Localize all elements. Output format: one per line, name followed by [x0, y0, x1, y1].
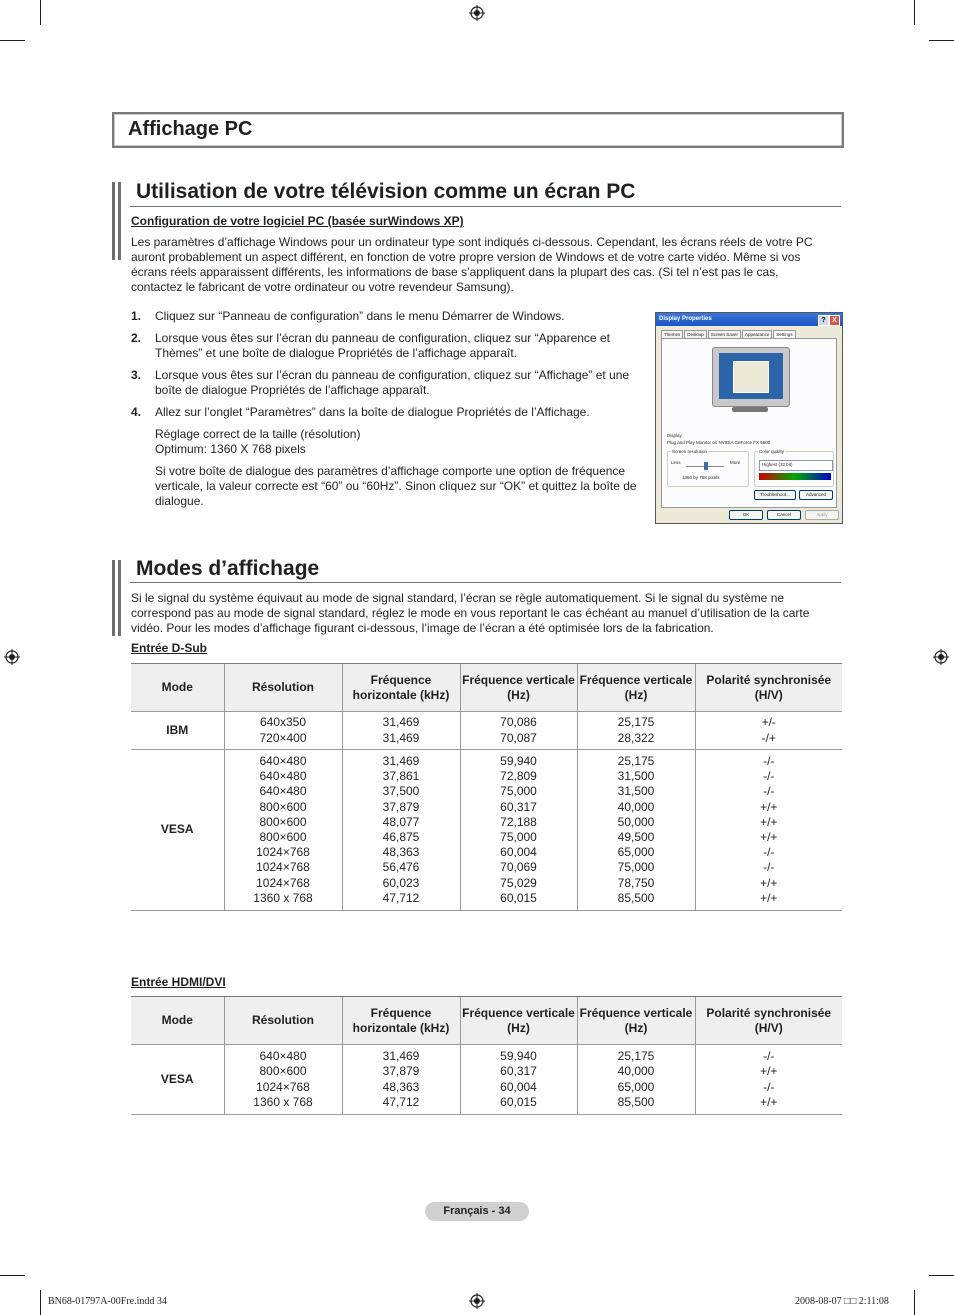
section-title-modes: Modes d’affichage [136, 557, 320, 580]
apply-button[interactable]: Apply [805, 510, 839, 520]
section-bar [112, 560, 115, 636]
section-bar [118, 560, 121, 636]
polarity-cell: +/- -/+ [695, 712, 842, 750]
slider-handle[interactable] [704, 462, 708, 470]
table-row [131, 750, 842, 911]
header-hfreq: Fréquence horizontale (kHz) [342, 664, 460, 712]
color-quality-group: Color quality Highest (32 bit) [754, 451, 834, 487]
polarity-cell: -/- -/- -/- +/+ +/+ +/+ -/- -/- +/+ +/+ [695, 750, 842, 911]
file-slug: BN68-01797A-00Fre.indd 34 [48, 1296, 167, 1307]
header-polarity: Polarité synchronisée (H/V) [695, 997, 842, 1045]
display-properties-dialog [655, 312, 843, 524]
frequency-note: Si votre boîte de dialogue des paramètres d’affichage comporte une option de fréquence verticale, la valeur correcte est “60” ou “60Hz”. Sinon cliquez sur “OK” et quittez la boîte de dialogue. [155, 464, 637, 508]
header-mode: Mode [131, 997, 224, 1045]
tab-settings[interactable]: Settings [773, 330, 795, 339]
list-item: 2. Lorsque vous êtes sur l’écran du panneau de configuration, cliquez sur “Apparence et Thèmes” et une boîte de dialogue Propriétés de l’affichage apparaît. [131, 331, 610, 360]
close-icon[interactable]: X [829, 315, 840, 326]
section-divider [130, 582, 841, 583]
vfreq2-cell: 25,175 31,500 31,500 40,000 50,000 49,500 65,000 75,000 78,750 85,500 [577, 750, 695, 911]
section-title-pc: Utilisation de votre télévision comme un écran PC [136, 180, 636, 203]
hdmi-label: Entrée HDMI/DVI [131, 975, 226, 989]
crop-mark [929, 40, 954, 41]
resolution-cell: 640×480 640×480 640×480 800×600 800×600 800×600 1024×768 1024×768 1024×768 1360 x 768 [224, 750, 342, 911]
crop-mark [40, 0, 41, 25]
dialog-titlebar: Display Properties ? X [656, 313, 842, 326]
mode-cell: IBM [166, 722, 189, 737]
crop-mark [914, 1290, 915, 1315]
crop-mark [0, 40, 25, 41]
page-title-box [112, 112, 844, 148]
tab-themes[interactable]: Themes [661, 330, 683, 339]
config-intro: Les paramètres d’affichage Windows pour un ordinateur type sont indiqués ci-dessous. Cependant, les écrans réels de votre PC auront probablement un aspect différent, en fonction de votre propre version de Windows et de votre carte vidéo. Même si vos écrans réels apparaissent différents, les informations de base s’appliquent dans la plupart des cas. (Si tel n’est pas le cas, contactez le fabricant de votre ordinateur ou votre revendeur Samsung). [131, 235, 813, 294]
mode-cell: VESA [160, 1071, 194, 1086]
header-resolution: Résolution [224, 997, 342, 1045]
resolution-note: Réglage correct de la taille (résolution) Optimum: 1360 X 768 pixels [155, 427, 361, 456]
tab-appearance[interactable]: Appearance [742, 330, 772, 339]
table-row [131, 1045, 842, 1115]
vfreq-cell: 59,940 60,317 60,004 60,015 [460, 1045, 577, 1115]
monitor-icon [712, 347, 790, 407]
vfreq2-cell: 25,175 28,322 [577, 712, 695, 750]
registration-mark-icon [469, 1293, 485, 1309]
crop-mark [914, 0, 915, 25]
troubleshoot-button[interactable]: Troubleshoot... [754, 490, 796, 500]
polarity-cell: -/- +/+ -/- +/+ [695, 1045, 842, 1115]
section-bar [112, 182, 115, 260]
resolution-cell: 640x350 720×400 [224, 712, 342, 750]
display-label: Display: [667, 433, 684, 438]
hdmi-table [131, 996, 842, 1115]
hfreq-cell: 31,469 37,879 48,363 47,712 [342, 1045, 460, 1115]
ok-button[interactable]: OK [729, 510, 763, 520]
table-row [131, 712, 842, 750]
list-item: 3. Lorsque vous êtes sur l’écran du panneau de configuration, cliquez sur “Affichage” et une boîte de dialogue Propriétés de l’affichage apparaît. [131, 368, 630, 397]
advanced-button[interactable]: Advanced [799, 490, 833, 500]
header-vfreq2: Fréquence verticale (Hz) [577, 664, 695, 712]
monitor-stand [732, 407, 768, 412]
color-bar [759, 473, 831, 480]
vfreq-cell: 70,086 70,087 [460, 712, 577, 750]
header-vfreq2: Fréquence verticale (Hz) [577, 997, 695, 1045]
header-polarity: Polarité synchronisée (H/V) [695, 664, 842, 712]
crop-mark [929, 1275, 954, 1276]
header-vfreq: Fréquence verticale (Hz) [460, 664, 577, 712]
display-value: Plug and Play Monitor on NVIDIA GeForce FX 5600 [667, 440, 771, 445]
hfreq-cell: 31,469 31,469 [342, 712, 460, 750]
header-vfreq: Fréquence verticale (Hz) [460, 997, 577, 1045]
screen-resolution-group: Screen resolution Less More 1360 by 768 pixels [667, 451, 749, 487]
dsub-table [131, 663, 842, 911]
help-icon[interactable]: ? [818, 315, 829, 326]
header-hfreq: Fréquence horizontale (kHz) [342, 997, 460, 1045]
registration-mark-icon [4, 649, 20, 665]
registration-mark-icon [933, 649, 949, 665]
section-divider [130, 206, 841, 207]
tab-screen-saver[interactable]: Screen Saver [708, 330, 741, 339]
header-mode: Mode [131, 664, 224, 712]
color-quality-select[interactable]: Highest (32 bit) [759, 460, 833, 471]
section-bar [118, 182, 121, 260]
modes-intro: Si le signal du système équivaut au mode de signal standard, l’écran se règle automatiquement. Si le signal du système ne correspond pas au mode de signal standard, réglez le mode en vous reportant le cas échéant au manuel d’utilisation de la carte vidéo. Pour les modes d’affichage figurant ci-dessous, l’image de l’écran a été optimisée lors de la fabrication. [131, 591, 810, 635]
settings-panel [661, 338, 837, 508]
page-number: Français - 34 [425, 1202, 529, 1221]
resolution-cell: 640×480 800×600 1024×768 1360 x 768 [224, 1045, 342, 1115]
tab-desktop[interactable]: Desktop [684, 330, 707, 339]
list-item: 4. Allez sur l’onglet “Paramètres” dans la boîte de dialogue Propriétés de l’Affichage. [131, 405, 590, 419]
mode-cell: VESA [160, 822, 194, 837]
page-title: Affichage PC [128, 118, 253, 140]
steps-list [131, 309, 643, 516]
crop-mark [0, 1275, 25, 1276]
date-slug: 2008-08-07 □□ 2:11:08 [795, 1296, 889, 1307]
list-item: 1. Cliquez sur “Panneau de configuration” dans le menu Démarrer de Windows. [131, 309, 565, 323]
config-subtitle: Configuration de votre logiciel PC (basée surWindows XP) [131, 214, 464, 228]
crop-mark [40, 1290, 41, 1315]
vfreq-cell: 59,940 72,809 75,000 60,317 72,188 75,000 60,004 70,069 75,029 60,015 [460, 750, 577, 911]
hfreq-cell: 31,469 37,861 37,500 37,879 48,077 46,875 48,363 56,476 60,023 47,712 [342, 750, 460, 911]
vfreq2-cell: 25,175 40,000 65,000 85,500 [577, 1045, 695, 1115]
registration-mark-icon [469, 5, 485, 21]
header-resolution: Résolution [224, 664, 342, 712]
dsub-label: Entrée D-Sub [131, 641, 208, 655]
cancel-button[interactable]: Cancel [767, 510, 801, 520]
